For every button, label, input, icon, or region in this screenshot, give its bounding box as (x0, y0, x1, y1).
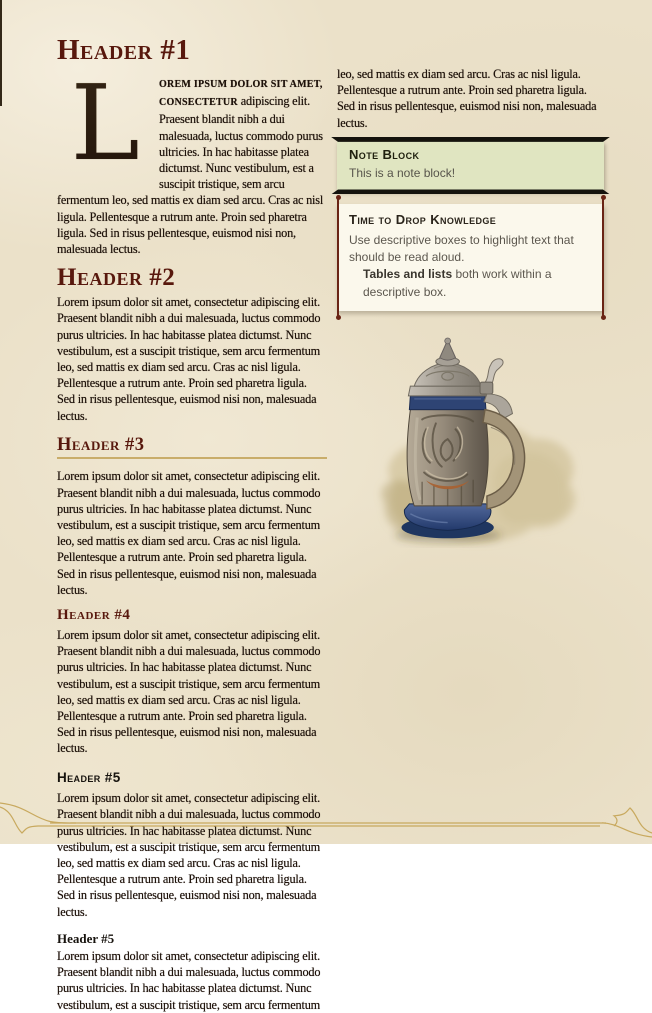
paragraph-6: Lorem ipsum dolor sit amet, consectetur adipiscing elit. Praesent blandit nibh a dui malesuada, luctus commodo purus ultricies. In hac habitasse platea dictumst. Nunc vestibulum, est a suscipit tristique, sem arcu fermentum (57, 949, 321, 1012)
descriptive-right-rail (602, 199, 604, 316)
continuation-paragraph: leo, sed mattis ex diam sed arcu. Cras ac nisl ligula. Pellentesque a rutrum ante. Proin sed pharetra ligula. Sed in risus pellentesque, euismod nisi non, malesuada lectus. (337, 67, 597, 130)
paragraph-5: Lorem ipsum dolor sit amet, consectetur adipiscing elit. Praesent blandit nibh a dui malesuada, luctus commodo purus ultricies. In hac habitasse platea dictumst. Nunc vestibulum, est a suscipit tristique, sem arcu fermentum leo, sed mattis ex diam sed arcu. Cras ac nisl ligula. Pellentesque a rutrum ante. Proin sed pharetra ligula. Sed in risus pellentesque, euismod nisi non, malesuada lectus. (57, 791, 321, 919)
descriptive-line-2 (349, 266, 592, 301)
heading-4: Header #4 (57, 606, 131, 623)
heading-3: Header #3 (57, 436, 327, 460)
drop-cap-letter: L (57, 77, 153, 179)
descriptive-line-2-bold: Tables and lists (363, 267, 453, 282)
left-column (57, 34, 327, 1012)
right-column (337, 36, 604, 796)
descriptive-title: Time to Drop Knowledge (349, 212, 497, 228)
note-block (337, 141, 604, 191)
paragraph-4: Lorem ipsum dolor sit amet, consectetur adipiscing elit. Praesent blandit nibh a dui malesuada, luctus commodo purus ultricies. In hac habitasse platea dictumst. Nunc vestibulum, est a suscipit tristique, sem arcu fermentum leo, sed mattis ex diam sed arcu. Cras ac nisl ligula. Pellentesque a rutrum ante. Proin sed pharetra ligula. Sed in risus pellentesque, euismod nisi non, malesuada lectus. (57, 627, 321, 756)
heading-1: Header #1 (57, 34, 191, 66)
note-title: Note Block (349, 146, 420, 162)
paragraph-3: Lorem ipsum dolor sit amet, consectetur adipiscing elit. Praesent blandit nibh a dui malesuada, luctus commodo purus ultricies. In hac habitasse platea dictumst. Nunc vestibulum, est a suscipit tristique, sem arcu fermentum leo, sed mattis ex diam sed arcu. Cras ac nisl ligula. Pellentesque a rutrum ante. Proin sed pharetra ligula. Sed in risus pellentesque, euismod nisi non, malesuada lectus. (57, 469, 321, 597)
descriptive-line-2-rest: both work within a descriptive box. (363, 267, 552, 299)
paragraph-2: Lorem ipsum dolor sit amet, consectetur adipiscing elit. Praesent blandit nibh a dui malesuada, luctus commodo purus ultricies. In hac habitasse platea dictumst. Nunc vestibulum, est a suscipit tristique, sem arcu fermentum leo, sed mattis ex diam sed arcu. Cras ac nisl ligula. Pellentesque a rutrum ante. Proin sed pharetra ligula. Sed in risus pellentesque, euismod nisi non, malesuada lectus. (57, 295, 321, 423)
page-footer-flourish (0, 796, 652, 844)
note-bottom-ribbon (331, 189, 610, 194)
paragraph-1-rest: adipiscing elit. Praesent blandit nibh a dui malesuada, luctus commodo purus ultricies. In hac habitasse platea dictumst. Nunc vestibulum, est a suscipit tristique, sem arcu fermentum leo, sed mattis ex diam sed arcu. Cras ac nisl ligula. Pellentesque a rutrum ante. Proin sed pharetra ligula. Sed in risus pellentesque, euismod nisi non, malesuada lectus. (57, 94, 324, 257)
page-edge-mark (0, 0, 2, 106)
note-body: This is a note block! (349, 166, 456, 181)
descriptive-line-1: Use descriptive boxes to highlight text that should be read aloud. (349, 232, 574, 265)
heading-5: Header #5 (57, 769, 121, 785)
note-top-ribbon (331, 137, 610, 142)
descriptive-left-rail (337, 199, 339, 316)
paragraph-1 (57, 62, 327, 257)
descriptive-box (337, 204, 604, 311)
heading-2: Header #2 (57, 264, 176, 292)
paragraph-1-lead: OREM IPSUM DOLOR SIT AMET, CONSECTETUR (159, 79, 323, 109)
heading-6: Header #5 (57, 930, 115, 946)
two-column-layout (57, 34, 604, 1012)
beer-stein-illustration (365, 337, 601, 558)
